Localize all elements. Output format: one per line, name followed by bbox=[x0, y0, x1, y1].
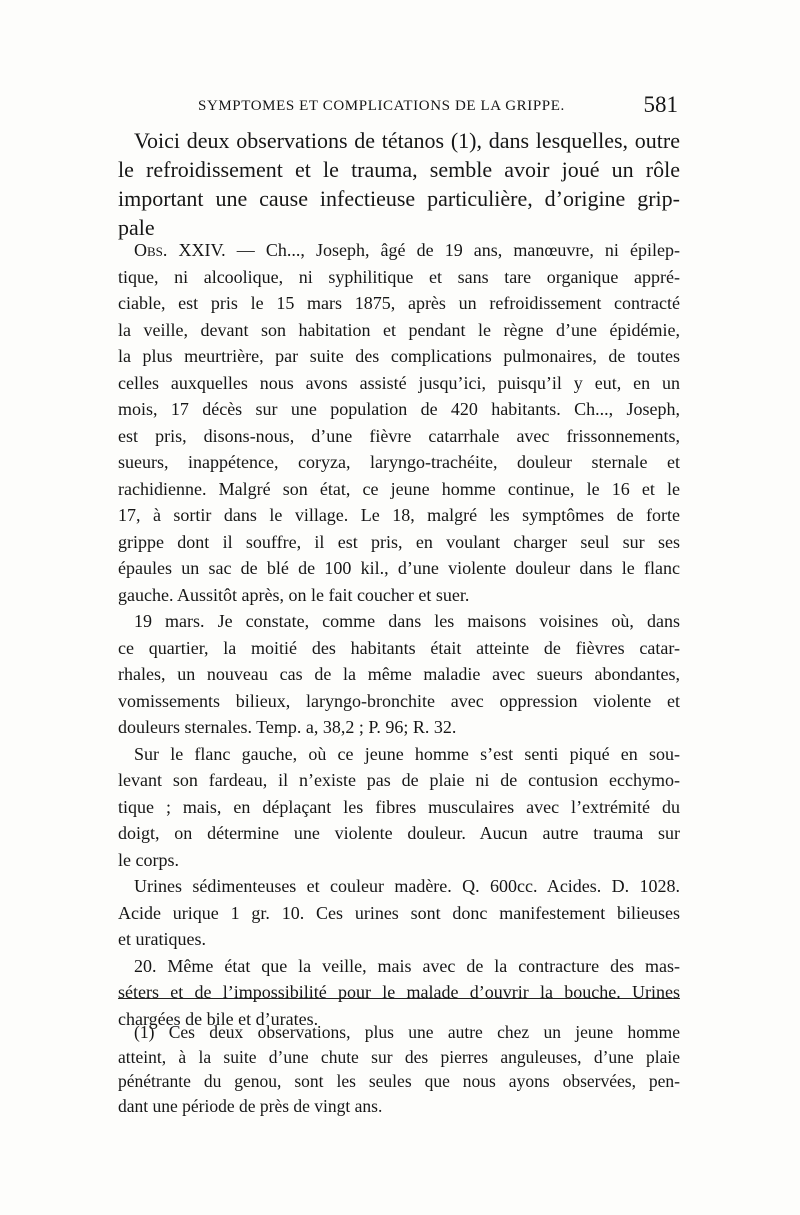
text-line: important une cause infectieuse particulière, d’origine grip- bbox=[118, 186, 680, 211]
observation-first-line bbox=[118, 237, 680, 264]
text-line: — Ch..., Joseph, âgé de 19 ans, manœuvre, ni épilep- bbox=[236, 240, 680, 260]
footnote-line: dant une période de près de vingt ans. bbox=[118, 1095, 383, 1116]
text-line: la veille, devant son habitation et pendant le règne d’une épidémie, bbox=[118, 319, 680, 340]
footnote-rule bbox=[118, 998, 680, 999]
text-line: rhales, un nouveau cas de la même maladie avec sueurs abondantes, bbox=[118, 664, 680, 684]
text-line: Urines sédimenteuses et couleur madère. Q. 600cc. Acides. D. 1028. bbox=[134, 876, 680, 896]
text-line: levant son fardeau, il n’existe pas de plaie ni de contusion ecchymo- bbox=[118, 770, 680, 790]
footnote-line: atteint, à la suite d’une chute sur des pierres anguleuses, d’une plaie bbox=[118, 1046, 680, 1067]
text-line: tique, ni alcoolique, ni syphilitique et sans tare organique appré- bbox=[118, 266, 680, 287]
footnote-line: (1) Ces deux observations, plus une autre chez un jeune homme bbox=[134, 1022, 680, 1042]
text-line: séters et de l’impossibilité pour le malade d’ouvrir la bouche. Urines bbox=[118, 982, 680, 1002]
text-line: ciable, est pris le 15 mars 1875, après un refroidissement contracté bbox=[118, 293, 680, 313]
text-line: Acide urique 1 gr. 10. Ces urines sont donc manifestement bilieuses bbox=[118, 902, 680, 923]
text-line: gauche. Aussitôt après, on le fait coucher et suer. bbox=[118, 584, 470, 605]
text-line: tique ; mais, en déplaçant les fibres musculaires avec l’extrémité du bbox=[118, 796, 680, 817]
text-line: rachidienne. Malgré son état, ce jeune homme continue, le 16 et le bbox=[118, 478, 680, 499]
text-line: la plus meurtrière, par suite des complications pulmonaires, de toutes bbox=[118, 346, 680, 366]
page-number: 581 bbox=[643, 92, 678, 117]
text-line: le corps. bbox=[118, 849, 179, 870]
text-line: le refroidissement et le trauma, semble avoir joué un rôle bbox=[118, 157, 680, 182]
text-line: 20. Même état que la veille, mais avec de la contracture des mas- bbox=[134, 955, 680, 976]
running-title: SYMPTOMES ET COMPLICATIONS DE LA GRIPPE. bbox=[198, 98, 565, 114]
text-line: douleurs sternales. Temp. a, 38,2 ; P. 96; R. 32. bbox=[118, 717, 457, 737]
text-line: Voici deux observations de tétanos (1), dans lesquelles, outre bbox=[134, 128, 680, 153]
footnote bbox=[118, 1020, 680, 1118]
text-line: doigt, on détermine une violente douleur. Aucun autre trauma sur bbox=[118, 823, 680, 843]
observation-label: Obs. XXIV. bbox=[134, 240, 226, 260]
text-line: celles auxquelles nous avons assisté jusqu’ici, puisqu’il y eut, en un bbox=[118, 372, 680, 393]
text-line: épaules un sac de blé de 100 kil., d’une violente douleur dans le flanc bbox=[118, 558, 680, 578]
text-line: grippe dont il souffre, il est pris, en voulant charger seul sur ses bbox=[118, 531, 680, 552]
text-line: vomissements bilieux, laryngo-bronchite avec oppression violente et bbox=[118, 690, 680, 711]
text-line: mois, 17 décès sur une population de 420 habitants. Ch..., Joseph, bbox=[118, 399, 680, 419]
text-line: chargées de bile et d’urates. bbox=[118, 1008, 319, 1029]
text-line: ce quartier, la moitié des habitants était atteinte de fièvres catar- bbox=[118, 637, 680, 658]
footnote-line: pénétrante du genou, sont les seules que nous ayons observées, pen- bbox=[118, 1071, 680, 1091]
text-line: et uratiques. bbox=[118, 929, 206, 949]
running-head bbox=[118, 92, 680, 122]
text-line: pale bbox=[118, 215, 155, 240]
text-line: sueurs, inappétence, coryza, laryngo-trachéite, douleur sternale et bbox=[118, 452, 680, 472]
text-line: 17, à sortir dans le village. Le 18, malgré les symptômes de forte bbox=[118, 505, 680, 525]
lead-paragraph bbox=[118, 126, 680, 242]
text-line: est pris, disons-nous, d’une fièvre catarrhale avec frissonnements, bbox=[118, 425, 680, 446]
observation-xxiv bbox=[118, 237, 680, 1032]
text-line: 19 mars. Je constate, comme dans les maisons voisines où, dans bbox=[134, 611, 680, 631]
text-line: Sur le flanc gauche, où ce jeune homme s’est senti piqué en sou- bbox=[134, 743, 680, 764]
